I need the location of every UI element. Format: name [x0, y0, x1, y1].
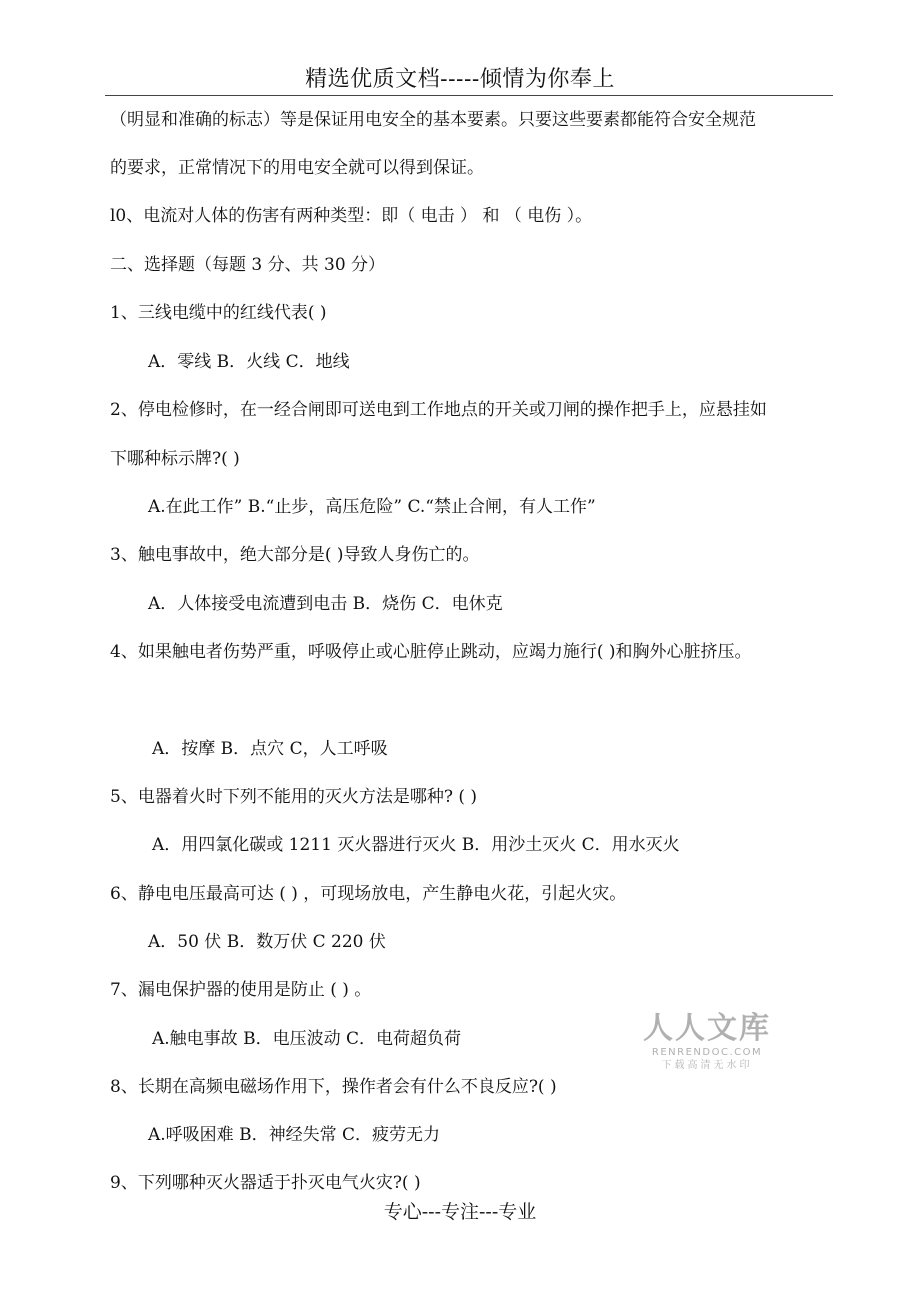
question-6: 6、静电电压最高可达 ( ) ，可现场放电，产生静电火花，引起火灾。: [110, 884, 627, 904]
text-line: 的要求，正常情况下的用电安全就可以得到保证。: [110, 158, 484, 178]
question-8: 8、长期在高频电磁场作用下，操作者会有什么不良反应?( ): [110, 1077, 557, 1097]
question-1: 1、三线电缆中的红线代表( ): [110, 303, 327, 323]
question-8-options: A.呼吸困难 B．神经失常 C．疲劳无力: [148, 1125, 440, 1145]
text-line: （明显和准确的标志）等是保证用电安全的基本要素。只要这些要素都能符合安全规范: [110, 110, 756, 130]
question-2: 2、停电检修时，在一经合闸即可送电到工作地点的开关或刀闸的操作把手上，应悬挂如: [110, 400, 767, 420]
question-6-options: A．50 伏 B．数万伏 C 220 伏: [148, 932, 386, 952]
header-divider: [105, 95, 833, 96]
question-5-options: A．用四氯化碳或 1211 灭火器进行灭火 B．用沙土灭火 C．用水灭火: [152, 835, 680, 855]
question-1-options: A．零线 B．火线 C．地线: [148, 352, 350, 372]
page-footer: 专心---专注---专业: [383, 1201, 537, 1223]
watermark-domain: RENRENDOC.COM: [651, 1047, 763, 1058]
page-header-title: 精选优质文档-----倾情为你奉上: [305, 67, 615, 92]
question-2-cont: 下哪种标示牌?( ): [110, 449, 240, 469]
question-7: 7、漏电保护器的使用是防止 ( ) 。: [110, 980, 372, 1000]
question-5: 5、电器着火时下列不能用的灭火方法是哪种? ( ): [110, 787, 478, 807]
watermark-logo: [642, 1012, 772, 1073]
question-10: l0、电流对人体的伤害有两种类型：即（ 电击 ） 和 （ 电伤 ）。: [110, 206, 593, 226]
question-4-options: A．按摩 B．点穴 C，人工呼吸: [152, 739, 388, 759]
question-9: 9、下列哪种灭火器适于扑灭电气火灾?( ): [110, 1173, 421, 1193]
question-4: 4、如果触电者伤势严重，呼吸停止或心脏停止跳动，应竭力施行( )和胸外心脏挤压。: [110, 642, 752, 662]
question-7-options: A.触电事故 B．电压波动 C．电荷超负荷: [152, 1029, 461, 1049]
watermark-brand: 人人文库: [643, 1011, 771, 1046]
question-3-options: A．人体接受电流遭到电击 B．烧伤 C．电休克: [148, 594, 503, 614]
question-2-options: A.在此工作” B.“止步，高压危险” C.“禁止合闸，有人工作”: [148, 497, 596, 517]
watermark-slogan: 下载高清无水印: [661, 1060, 753, 1071]
question-3: 3、触电事故中，绝大部分是( )导致人身伤亡的。: [110, 545, 480, 565]
section-heading: 二、选择题（每题 3 分、共 30 分）: [110, 255, 386, 275]
